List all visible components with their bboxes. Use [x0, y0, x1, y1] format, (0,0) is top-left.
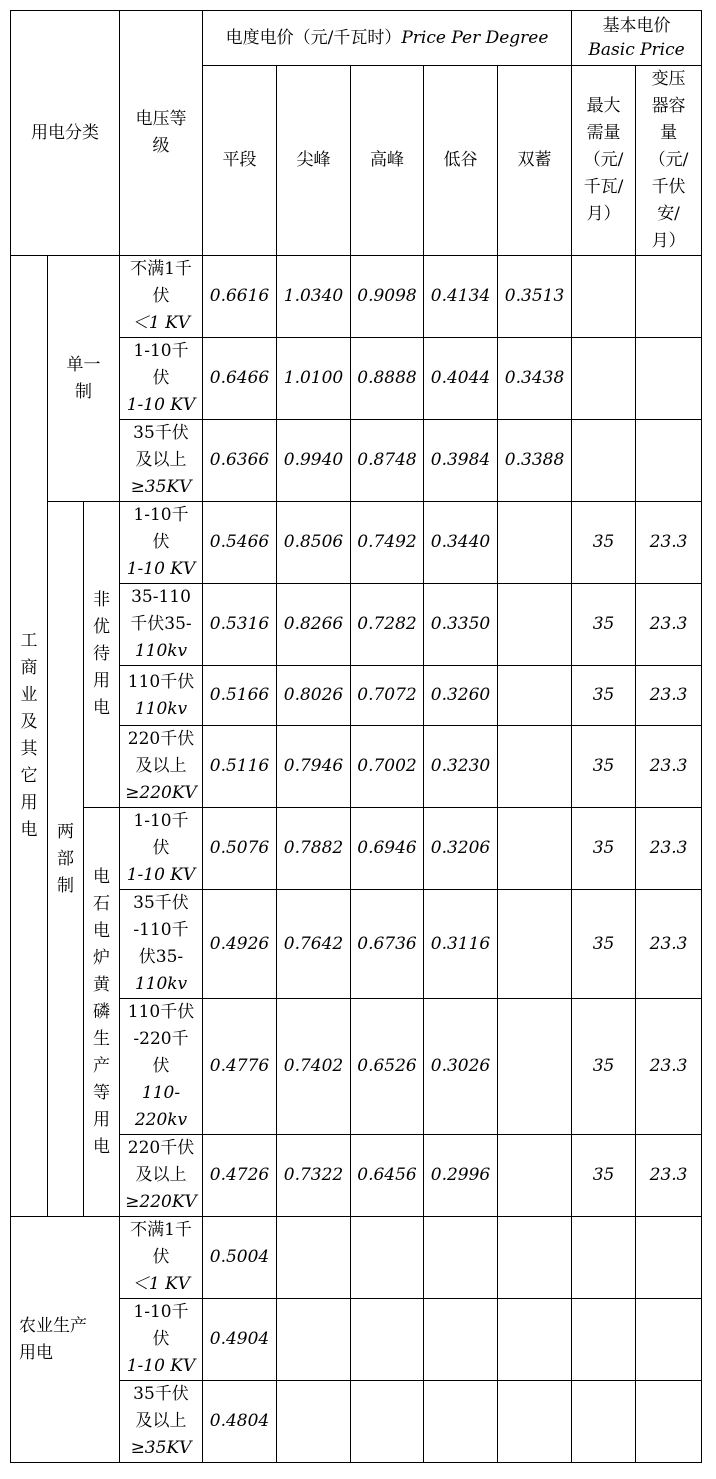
transformer-capacity-cell: 23.3 [636, 890, 702, 999]
period-header: 高峰 [351, 66, 424, 256]
voltage-level-cell [120, 1381, 203, 1463]
voltage-level-en: ＜1 KV [131, 313, 191, 333]
voltage-level-en: 1-10 KV [126, 395, 196, 415]
transformer-capacity-cell [636, 1299, 702, 1381]
voltage-level-cn: 110千伏 [127, 671, 195, 692]
price-cell: 0.6616 [203, 256, 277, 338]
period-header: 尖峰 [277, 66, 351, 256]
price-cell: 0.4044 [424, 338, 498, 420]
voltage-level-cn: 110千伏 -220千 伏 [127, 1002, 195, 1076]
price-cell: 0.7282 [351, 584, 424, 666]
voltage-level-en: 110kv [134, 698, 188, 719]
period-header: 平段 [203, 66, 277, 256]
price-cell [498, 1135, 572, 1217]
period-header: 双蓄 [498, 66, 572, 256]
price-cell: 0.4726 [203, 1135, 277, 1217]
two-part-tariff-label: 两 部 制 [48, 502, 84, 1217]
price-cell: 0.5004 [203, 1217, 277, 1299]
price-cell [351, 1217, 424, 1299]
price-cell [277, 1299, 351, 1381]
period-header: 低谷 [424, 66, 498, 256]
price-cell: 0.3116 [424, 890, 498, 999]
price-cell [498, 1299, 572, 1381]
price-cell: 0.7072 [351, 666, 424, 726]
max-demand-cell: 35 [572, 890, 636, 999]
price-cell: 0.8026 [277, 666, 351, 726]
price-cell: 0.7946 [277, 726, 351, 808]
transformer-capacity-cell [636, 420, 702, 502]
voltage-level-cell [120, 420, 203, 502]
transformer-capacity-cell [636, 338, 702, 420]
basic-price-header [572, 11, 702, 66]
voltage-level-cn: 35千伏 -110千 伏35- [133, 893, 189, 967]
voltage-level-cell [120, 1299, 203, 1381]
voltage-level-cn: 1-10千 伏 [133, 505, 189, 552]
price-cell [277, 1381, 351, 1463]
price-cell: 0.5116 [203, 726, 277, 808]
voltage-level-en: ≥220KV [125, 783, 197, 803]
basic-price-header-en: Basic Price [588, 40, 685, 60]
price-cell [498, 666, 572, 726]
voltage-level-cell [120, 1135, 203, 1217]
single-tariff-label: 单一 制 [48, 256, 120, 502]
max-demand-cell [572, 338, 636, 420]
voltage-level-en: ≥220KV [125, 1192, 197, 1212]
price-cell: 0.7402 [277, 999, 351, 1135]
voltage-level-cell [120, 502, 203, 584]
voltage-level-cn: 1-10千 伏 [133, 1302, 189, 1349]
price-cell: 0.8266 [277, 584, 351, 666]
price-cell: 0.8888 [351, 338, 424, 420]
price-cell: 0.6366 [203, 420, 277, 502]
voltage-level-cn: 不满1千 伏 [130, 1220, 192, 1267]
price-cell [277, 1217, 351, 1299]
price-cell: 0.6526 [351, 999, 424, 1135]
voltage-level-cell [120, 338, 203, 420]
max-demand-cell: 35 [572, 999, 636, 1135]
price-cell: 0.6946 [351, 808, 424, 890]
price-cell [498, 890, 572, 999]
price-cell [498, 1381, 572, 1463]
max-demand-cell: 35 [572, 666, 636, 726]
price-cell: 0.3513 [498, 256, 572, 338]
price-cell: 0.7002 [351, 726, 424, 808]
price-cell: 0.8506 [277, 502, 351, 584]
max-demand-cell [572, 256, 636, 338]
voltage-level-en: ＜1 KV [131, 1274, 191, 1294]
transformer-capacity-cell [636, 1381, 702, 1463]
voltage-level-cn: 35千伏 及以上 [133, 423, 189, 470]
max-demand-cell [572, 1217, 636, 1299]
transformer-capacity-cell: 23.3 [636, 726, 702, 808]
price-cell: 0.6736 [351, 890, 424, 999]
voltage-level-cn: 35千伏 及以上 [133, 1384, 189, 1431]
voltage-level-cell [120, 584, 203, 666]
price-cell [498, 584, 572, 666]
price-cell: 0.8748 [351, 420, 424, 502]
voltage-level-en: 1-10 KV [126, 559, 196, 579]
price-cell: 1.0100 [277, 338, 351, 420]
price-cell [424, 1299, 498, 1381]
max-demand-cell: 35 [572, 502, 636, 584]
price-row [11, 808, 702, 890]
max-demand-cell [572, 1299, 636, 1381]
price-cell: 0.3438 [498, 338, 572, 420]
transformer-capacity-cell: 23.3 [636, 502, 702, 584]
max-demand-cell: 35 [572, 1135, 636, 1217]
voltage-level-cell [120, 999, 203, 1135]
price-cell: 0.7492 [351, 502, 424, 584]
price-cell [351, 1299, 424, 1381]
price-cell: 0.3984 [424, 420, 498, 502]
price-cell: 0.6466 [203, 338, 277, 420]
price-cell: 0.5076 [203, 808, 277, 890]
energy-price-header-cn: 电度电价（元/千瓦时） [225, 27, 402, 48]
transformer-capacity-cell: 23.3 [636, 666, 702, 726]
price-cell: 0.5466 [203, 502, 277, 584]
voltage-level-cell [120, 808, 203, 890]
price-cell: 0.9940 [277, 420, 351, 502]
voltage-header: 电压等 级 [120, 11, 203, 256]
voltage-level-cell [120, 726, 203, 808]
price-cell [498, 808, 572, 890]
energy-price-header [203, 11, 572, 66]
price-cell: 0.7322 [277, 1135, 351, 1217]
price-cell: 0.2996 [424, 1135, 498, 1217]
voltage-level-cell [120, 256, 203, 338]
agriculture-category-label: 农业生产 用电 [11, 1217, 120, 1463]
header-row-1 [11, 11, 702, 66]
voltage-level-cn: 220千伏 及以上 [127, 1138, 195, 1185]
voltage-level-cn: 1-10千 伏 [133, 811, 189, 858]
price-cell: 0.5166 [203, 666, 277, 726]
voltage-level-cell [120, 890, 203, 999]
max-demand-cell: 35 [572, 808, 636, 890]
price-cell: 0.3026 [424, 999, 498, 1135]
voltage-level-en: ≥35KV [130, 477, 192, 497]
price-cell [424, 1381, 498, 1463]
price-cell: 0.5316 [203, 584, 277, 666]
price-cell: 0.3388 [498, 420, 572, 502]
transformer-capacity-cell [636, 1217, 702, 1299]
price-cell: 1.0340 [277, 256, 351, 338]
price-cell [498, 999, 572, 1135]
price-cell: 0.4904 [203, 1299, 277, 1381]
price-cell: 0.4926 [203, 890, 277, 999]
non-preferential-label: 非 优 待 用 电 [84, 502, 120, 808]
price-cell: 0.3440 [424, 502, 498, 584]
calcium-carbide-label: 电 石 电 炉 黄 磷 生 产 等 用 电 [84, 808, 120, 1217]
electricity-price-table [10, 10, 702, 1463]
price-cell: 0.4804 [203, 1381, 277, 1463]
voltage-level-cn: 不满1千 伏 [130, 259, 192, 306]
transformer-capacity-cell: 23.3 [636, 808, 702, 890]
price-cell: 0.4134 [424, 256, 498, 338]
price-cell: 0.6456 [351, 1135, 424, 1217]
transformer-capacity-cell [636, 256, 702, 338]
price-row [11, 256, 702, 338]
price-cell: 0.7882 [277, 808, 351, 890]
max-demand-cell [572, 1381, 636, 1463]
transformer-capacity-cell: 23.3 [636, 584, 702, 666]
category-header: 用电分类 [11, 11, 120, 256]
transformer-capacity-header: 变压 器容 量 （元/ 千伏 安/ 月） [636, 66, 702, 256]
price-cell [498, 726, 572, 808]
voltage-level-en: 110kv [134, 974, 188, 994]
voltage-level-cn: 35-110 千伏35- [130, 587, 192, 634]
price-cell: 0.7642 [277, 890, 351, 999]
max-demand-cell [572, 420, 636, 502]
price-cell [424, 1217, 498, 1299]
transformer-capacity-cell: 23.3 [636, 1135, 702, 1217]
price-cell: 0.3260 [424, 666, 498, 726]
max-demand-header: 最大 需量 （元/ 千瓦/ 月） [572, 66, 636, 256]
price-cell: 0.3230 [424, 726, 498, 808]
voltage-level-cell [120, 1217, 203, 1299]
voltage-level-en: 1-10 KV [126, 865, 196, 885]
price-cell: 0.4776 [203, 999, 277, 1135]
price-cell [498, 1217, 572, 1299]
price-cell: 0.3350 [424, 584, 498, 666]
commercial-category-label: 工 商 业 及 其 它 用 电 [11, 256, 48, 1217]
price-cell: 0.3206 [424, 808, 498, 890]
voltage-level-en: 1-10 KV [126, 1356, 196, 1376]
energy-price-header-en: Price Per Degree [401, 27, 549, 48]
max-demand-cell: 35 [572, 584, 636, 666]
price-row [11, 1217, 702, 1299]
transformer-capacity-cell: 23.3 [636, 999, 702, 1135]
voltage-level-en: 110- 220kv [134, 1083, 188, 1130]
voltage-level-en: ≥35KV [130, 1438, 192, 1458]
price-cell [351, 1381, 424, 1463]
basic-price-header-cn: 基本电价 [602, 16, 671, 36]
voltage-level-cn: 220千伏 及以上 [127, 729, 195, 776]
price-row [11, 502, 702, 584]
price-cell [498, 502, 572, 584]
voltage-level-cell [120, 666, 203, 726]
voltage-level-en: 110kv [134, 641, 188, 661]
voltage-level-cn: 1-10千 伏 [133, 341, 189, 388]
price-cell: 0.9098 [351, 256, 424, 338]
max-demand-cell: 35 [572, 726, 636, 808]
